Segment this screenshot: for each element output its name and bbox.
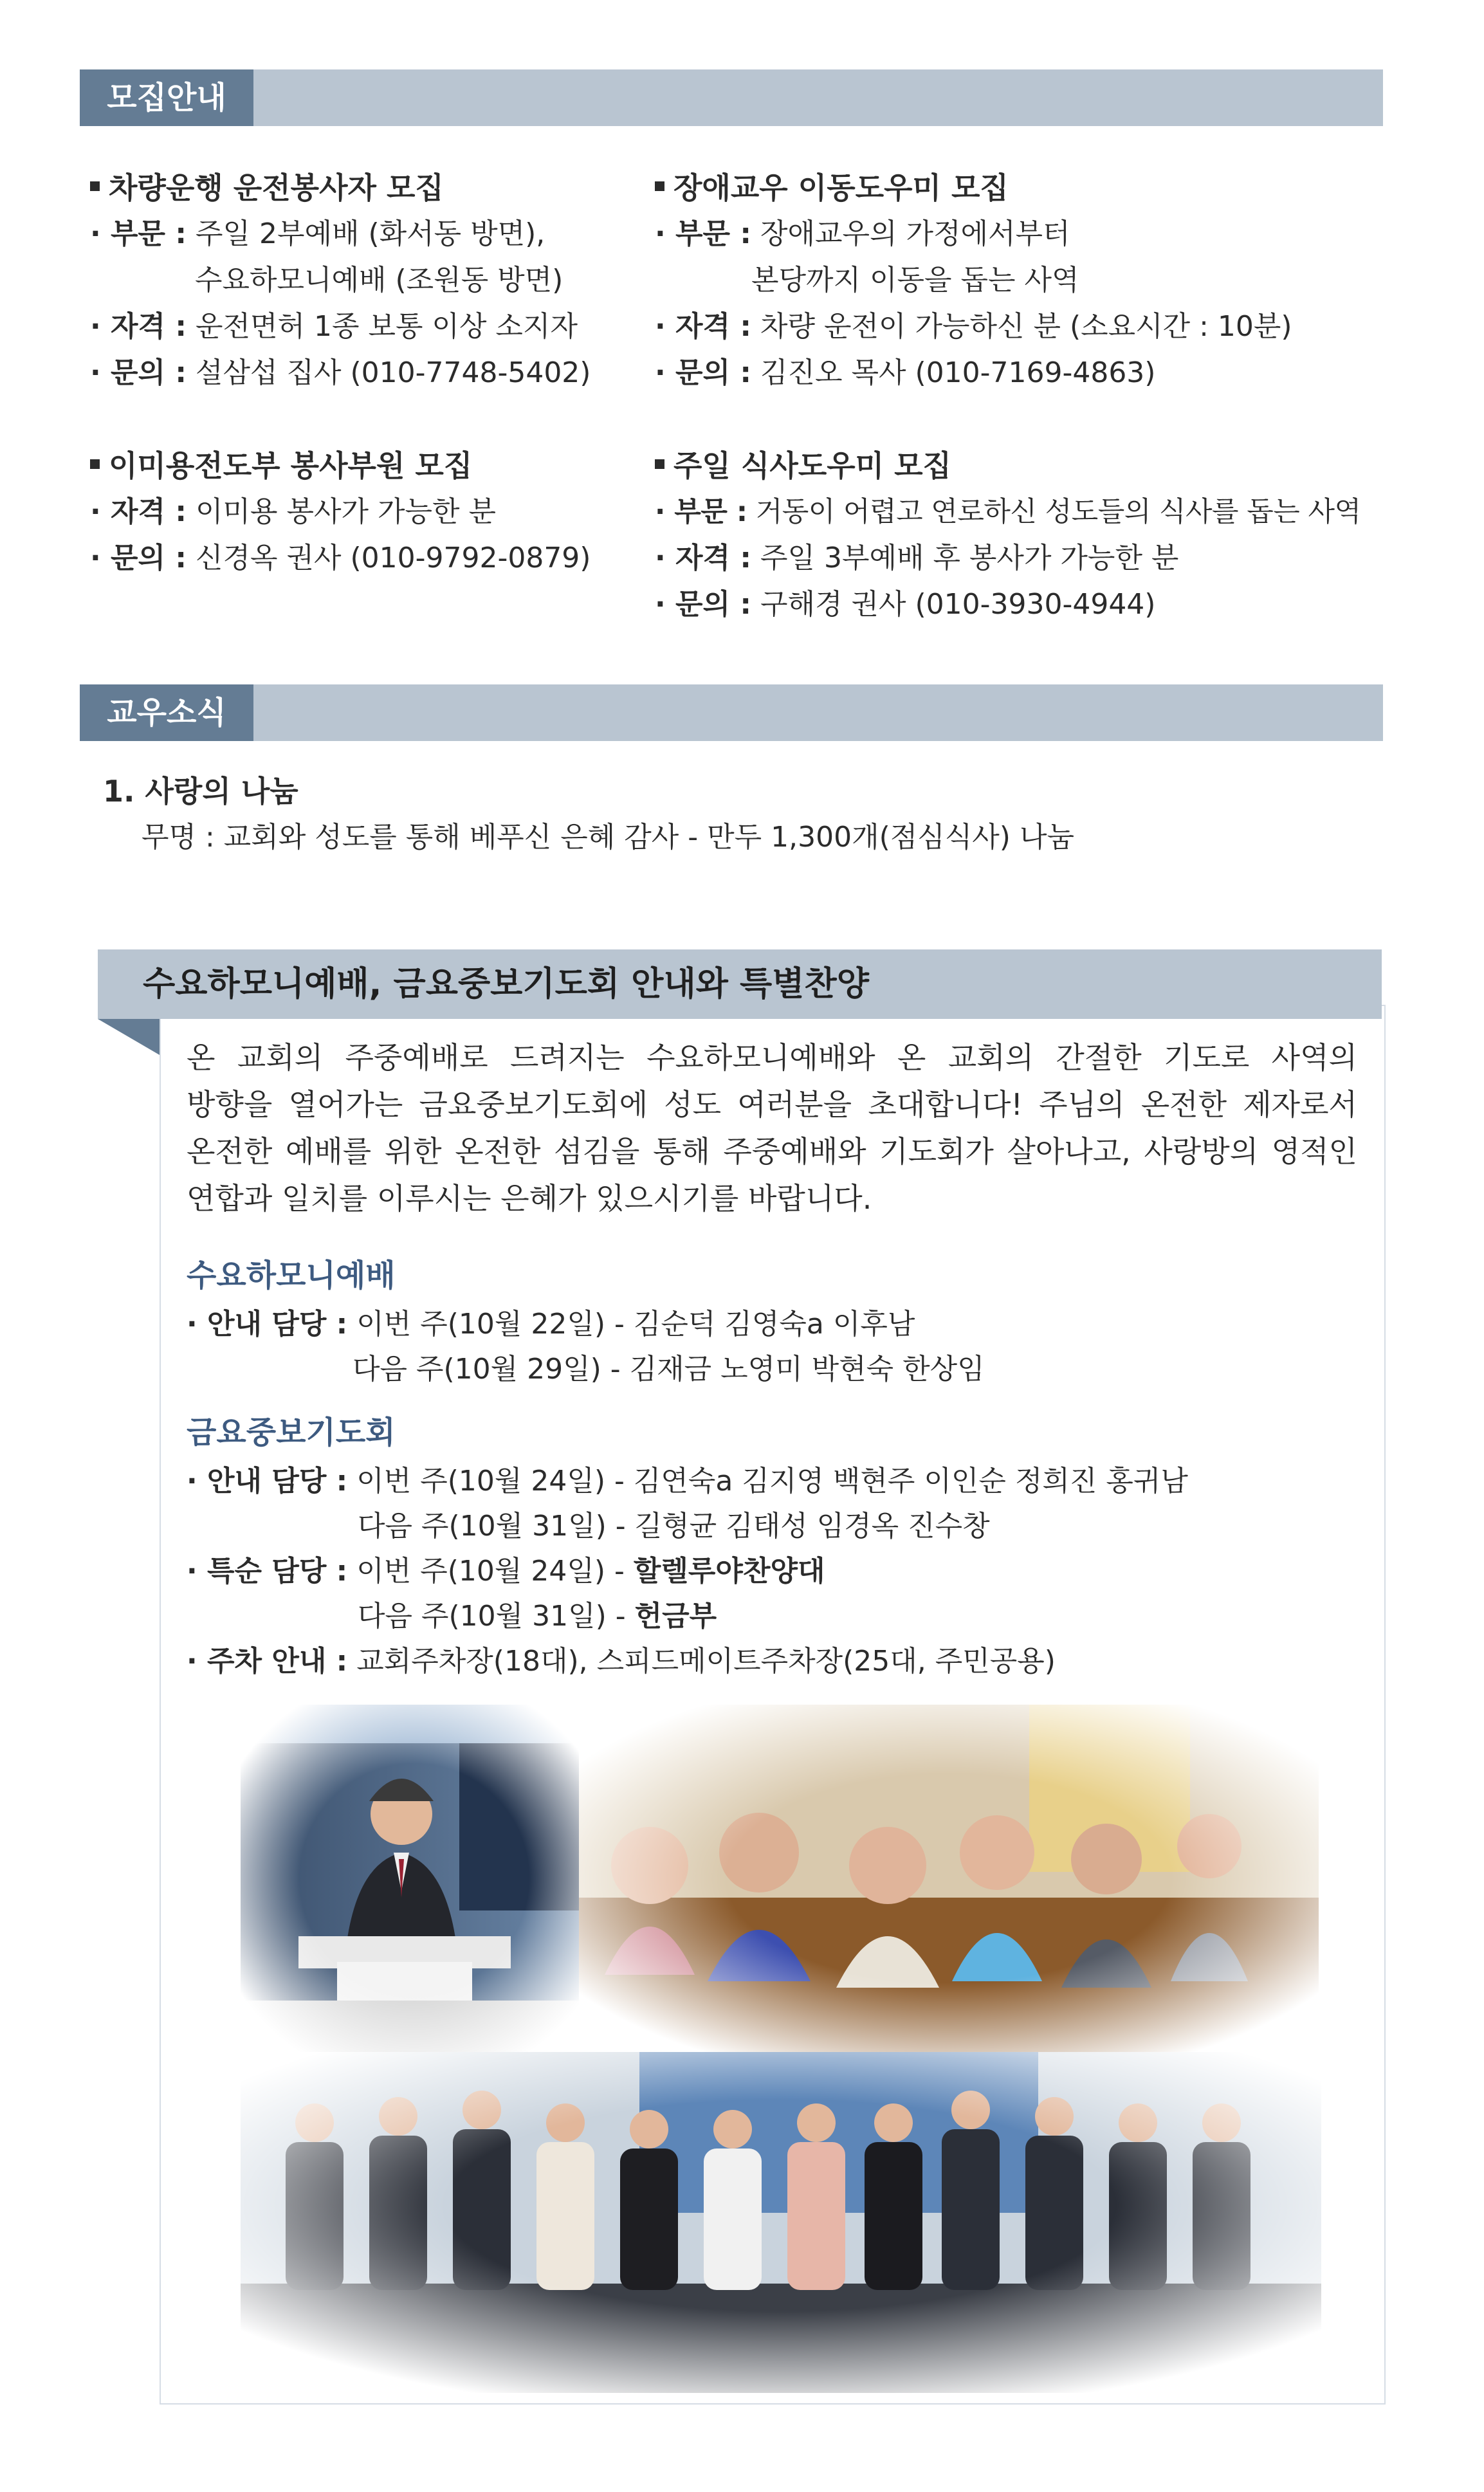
preacher-photo [241,1705,588,2052]
line-text: 주일 2부예배 (화서동 방면), [186,217,545,250]
recruit-line [90,489,669,535]
line-key: · 자격 : [90,495,187,528]
line-text: 장애교우의 가정에서부터 [751,217,1070,250]
square-bullet-icon [655,181,664,191]
wed-service-title: 수요하모니예배 [187,1258,396,1294]
line-text: 구해경 권사 (010-3930-4944) [751,588,1156,621]
line-key: · 부문 : [655,496,747,528]
recruit-line [90,257,669,304]
line-text: 주일 3부예배 후 봉사가 가능한 분 [751,542,1179,574]
recruit-item-mobility [655,165,1292,396]
line-text: 차량 운전이 가능하신 분 (소요시간 : 10분) [751,310,1292,343]
congregation-illustration [579,1705,1319,2052]
line-key: · 부문 : [655,217,751,250]
worship-intro-paragraph [187,1034,1357,1222]
recruit-line [655,489,1395,535]
row-text: 이번 주(10월 24일) - 김연숙a 김지영 백현주 이인순 정희진 홍귀남 [347,1465,1188,1498]
choir-illustration [241,2052,1321,2393]
paragraph-line: 온전한 예배를 위한 온전한 섬김을 통해 주중예배와 기도회가 살아나고, 사랑방의 영적인 [187,1134,1357,1169]
news-section-header: 교우소식 [80,684,253,741]
fri-special-next-week [358,1594,717,1639]
recruit-line [655,257,1234,304]
row-text: 이번 주(10월 22일) - 김순덕 김영숙a 이후남 [347,1308,915,1341]
row-text: 교회주차장(18대), 스피드메이트주차장(25대, 주민공용) [347,1645,1056,1678]
recruit-section-bar [80,69,1383,126]
recruit-line [655,350,1234,396]
line-text: 이미용 봉사가 가능한 분 [186,495,496,528]
line-text: 수요하모니예배 (조원동 방면) [195,264,563,297]
line-text: 김진오 목사 (010-7169-4863) [751,356,1156,389]
row-key: · 안내 담당 : [187,1465,348,1498]
recruit-line [90,211,669,257]
paragraph-line: 온 교회의 주중예배로 드려지는 수요하모니예배와 온 교회의 간절한 기도로 사역의 [187,1040,1357,1075]
title-text: 이미용전도부 봉사부원 모집 [109,448,473,483]
line-key: · 문의 : [90,356,187,389]
recruit-section-header: 모집안내 [80,69,253,126]
recruit-item-title [655,443,1395,489]
choir-name: 할렐루야찬양대 [633,1555,825,1588]
paragraph-line: 방향을 열어가는 금요중보기도회에 성도 여러분을 초대합니다! 주님의 온전한 제자로서 [187,1087,1357,1122]
title-text: 주일 식사도우미 모집 [673,448,951,483]
recruit-line [655,304,1292,350]
line-key: · 부문 : [90,217,187,250]
team-name: 헌금부 [634,1600,717,1633]
square-bullet-icon [90,459,100,469]
square-bullet-icon [90,181,100,191]
row-text: 이번 주(10월 24일) - [347,1555,634,1588]
worship-title: 수요하모니예배, 금요중보기도회 안내와 특별찬양 [143,965,869,1003]
news-title: 1. 사랑의 나눔 [103,774,298,809]
recruit-item-title [655,165,1234,211]
recruit-line [655,582,1395,628]
header-fold-decoration [98,1019,160,1055]
recruit-line [90,350,669,396]
recruit-line [90,535,669,582]
fri-prayer-title: 금요중보기도회 [187,1415,396,1451]
line-text: 신경옥 권사 (010-9792-0879) [186,542,591,574]
title-text: 장애교우 이동도우미 모집 [673,170,1009,205]
news-section-bar [80,684,1383,741]
square-bullet-icon [655,459,664,469]
choir-photo [241,2052,1321,2393]
wed-guide-next-week: 다음 주(10월 29일) - 김재금 노영미 박현숙 한상임 [353,1353,985,1386]
recruit-item-title [90,443,669,489]
recruit-line [90,304,669,350]
fri-guide-this-week [187,1459,1188,1504]
recruit-line [655,535,1395,582]
line-key: · 문의 : [655,588,751,621]
line-key: · 자격 : [655,310,751,343]
news-body: 무명 : 교회와 성도를 통해 베푸신 은혜 감사 - 만두 1,300개(점심식사) 나눔 [142,821,1074,854]
recruit-item-meal [655,443,1395,628]
recruit-line [655,211,1234,257]
line-text: 본당까지 이동을 돕는 사역 [751,264,1079,297]
fri-special-this-week [187,1549,825,1594]
congregation-photo [579,1705,1319,2052]
wed-guide-this-week [187,1302,915,1347]
row-key: · 주차 안내 : [187,1645,348,1678]
recruit-item-title [90,165,669,211]
line-key: · 자격 : [90,310,187,343]
row-key: · 안내 담당 : [187,1308,348,1341]
line-text: 거동이 어렵고 연로하신 성도들의 식사를 돕는 사역 [747,496,1361,528]
row-text: 다음 주(10월 31일) - [358,1600,635,1633]
line-key: · 자격 : [655,542,751,574]
title-text: 차량운행 운전봉사자 모집 [109,170,444,205]
paragraph-line: 연합과 일치를 이루시는 은혜가 있으시기를 바랍니다. [187,1181,872,1216]
fri-guide-next-week: 다음 주(10월 31일) - 길형균 김태성 임경옥 진수창 [358,1510,990,1543]
parking-info [187,1639,1056,1684]
preacher-illustration [241,1705,588,2052]
line-key: · 문의 : [90,542,187,574]
line-text: 운전면허 1종 보통 이상 소지자 [186,310,578,343]
row-key: · 특순 담당 : [187,1555,348,1588]
line-text: 설삼섭 집사 (010-7748-5402) [186,356,591,389]
recruit-item-driver [90,165,669,396]
line-key: · 문의 : [655,356,751,389]
recruit-item-beauty [90,443,669,582]
